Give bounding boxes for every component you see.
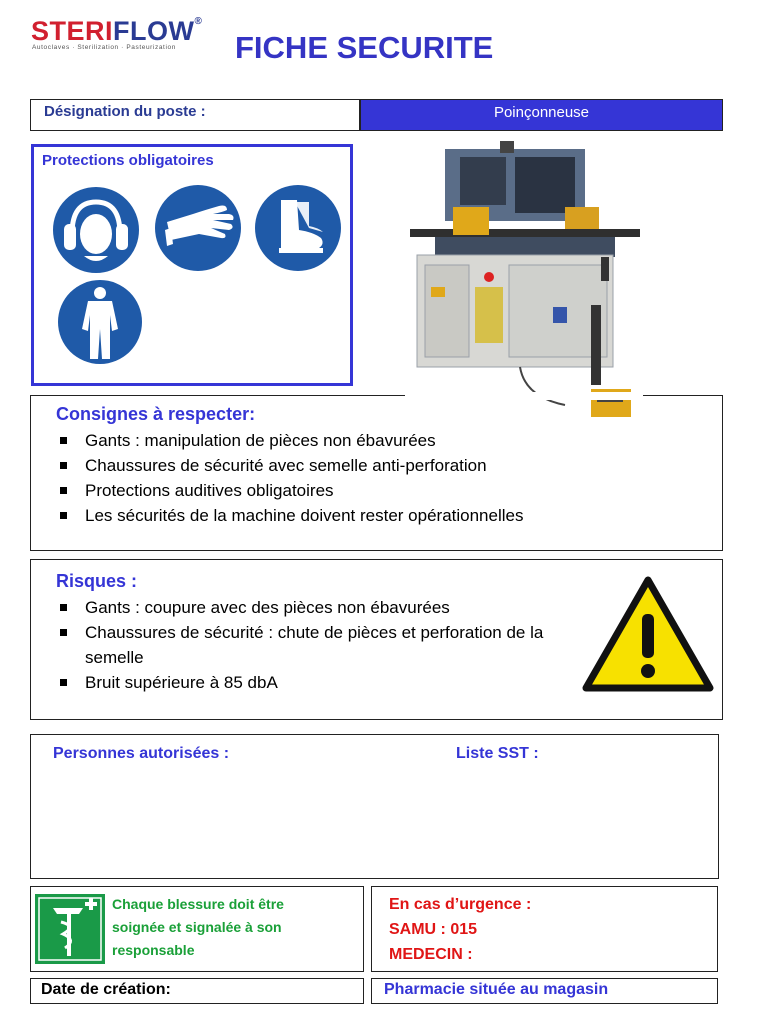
persons-authorized-label: Personnes autorisées : (53, 745, 230, 762)
punching-machine-image (405, 137, 645, 423)
list-item: Gants : manipulation de pièces non ébavurées (57, 428, 697, 453)
first-aid-text (112, 893, 284, 962)
list-item: Gants : coupure avec des pièces non ébavurées (57, 595, 572, 620)
list-item: Bruit supérieure à 85 dbA (57, 670, 572, 695)
brand-name-part1: STERI (31, 16, 114, 46)
risques-list (57, 595, 572, 695)
list-item: Chaussures de sécurité : chute de pièces et perforation de la semelle (57, 620, 572, 670)
safety-boots-icon (253, 184, 343, 272)
samu-number: SAMU : 015 (389, 921, 478, 938)
first-aid-line: Chaque blessure doit être (112, 896, 284, 912)
list-item: Les sécurités de la machine doivent rester opérationnelles (57, 503, 697, 528)
brand-name-part2: FLOW (113, 16, 195, 46)
first-aid-icon (35, 894, 105, 964)
page-title: FICHE SECURITE (235, 30, 494, 65)
sst-list-label: Liste SST : (456, 745, 539, 762)
consignes-title: Consignes à respecter: (56, 404, 256, 424)
designation-label: Désignation du poste : (44, 103, 206, 120)
emergency-text (389, 892, 531, 967)
brand-logo (31, 16, 202, 47)
creation-date-label: Date de création: (41, 981, 171, 998)
ear-protection-icon (50, 184, 142, 276)
list-item: Protections auditives obligatoires (57, 478, 697, 503)
risques-title: Risques : (56, 571, 138, 591)
first-aid-line: responsable (112, 942, 195, 958)
emergency-title: En cas d’urgence : (389, 896, 532, 913)
doctor-label: MEDECIN : (389, 946, 473, 963)
warning-icon (582, 576, 714, 694)
registered-mark: ® (194, 16, 203, 27)
protections-title: Protections obligatoires (42, 152, 214, 169)
coverall-icon (56, 279, 144, 365)
gloves-icon (153, 184, 243, 272)
brand-tagline: Autoclaves · Sterilization · Pasteurization (32, 44, 176, 51)
designation-value: Poinçonneuse (360, 99, 723, 131)
pharmacy-location: Pharmacie située au magasin (384, 981, 609, 998)
list-item: Chaussures de sécurité avec semelle anti-perforation (57, 453, 697, 478)
consignes-list (57, 428, 697, 528)
first-aid-line: soignée et signalée à son (112, 919, 282, 935)
image-overlap-mask (405, 392, 643, 400)
